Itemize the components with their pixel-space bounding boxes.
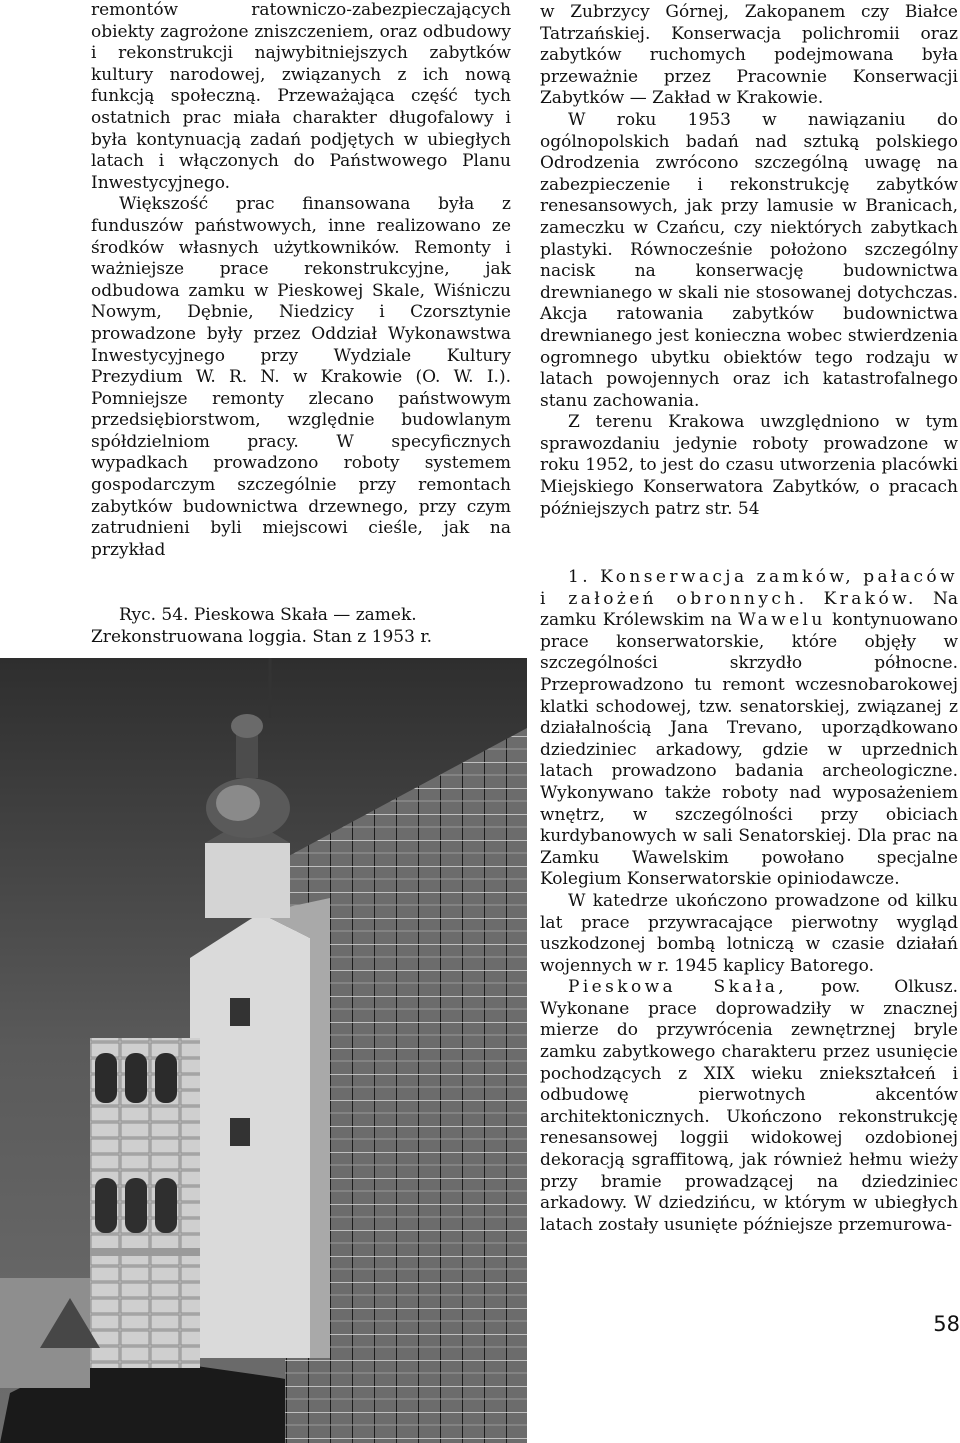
left-paragraph-1: remontów ratowniczo-zabezpieczających obiekty zagrożone zniszczeniem, oraz odbudowy i rekonstrukcji najwybitniejszych zabytków kultury narodowej, związanych z ich nową funkcją społeczną. Przeważająca część tych ostatnich prac miała charakter długofalowy i była kontynuacją zadań podjętych w ubiegłych latach i włączonych do Państwowego Planu Inwestycyjnego. [91, 0, 511, 193]
left-paragraph-2: Większość prac finansowana była z funduszów państwowych, inne realizowano ze środków własnych użytkowników. Remonty i ważniejsze prace rekonstrukcyjne, jak odbudowa zamku w Pieskowej Skale, Wiśniczu Nowym, Dębnie, Niedzicy i Czorsztynie prowadzone były przez Oddział Wykonawstwa Inwestycyjnego przy Wydziale Kultury Prezydium W. R. N. w Krakowie (O. W. I.). Pomniejsze remonty zlecano państwowym przedsiębiorstwom, względnie budowlanym spółdzielniom pracy. W specyficznych wypadkach prowadzono roboty systemem gospodarczym szczególnie przy remontach zabytków budownictwa drzewnego, przy czym zatrudnieni byli miejscowi cieśle, jak na przykład [91, 194, 511, 560]
castle-photo-illustration [0, 658, 527, 1443]
section-1-paragraph [540, 567, 958, 891]
right-paragraph-1: w Zubrzycy Górnej, Zakopanem czy Białce Tatrzańskiej. Konserwacja polichromii oraz zabytków ruchomych podejmowana była przeważnie przez Pracownie Konserwacji Zabytków — Zakład w Krakowie. [540, 2, 958, 109]
section-2-text: pow. Olkusz. Wykonane prace doprowadziły w znacznej mierze do przywrócenia zewnętrznej bryle zamku zabytkowego charakteru przez usunięcie pochodzących z XIX wieku zniekształceń i odbudowę pierwotnych akcentów architektonicznych. Ukończono rekonstrukcję renesansowej loggii widokowej ozdobionej dekoracją sgraffitową, jak również hełmu wieży przy bramie prowadzącej na dziedziniec arkadowy. W dziedzińcu, w którym w ubiegłych latach zostały usunięte późniejsze przemurowa- [540, 977, 959, 1235]
section-1-wawel: Wawelu [738, 610, 826, 631]
right-paragraph-3: Z terenu Krakowa uwzględniono w tym sprawozdaniu jedynie roboty prowadzone w roku 1952, to jest do czasu utworzenia placówki Miejskiego Konserwatora Zabytków, o pracach późniejszych patrz str. 54 [540, 412, 958, 519]
section-1-paragraph-2: W katedrze ukończono prowadzone od kilku lat prace przywracające pierwotny wygląd uszkodzonej bombą lotniczą w czasie działań wojennych w r. 1945 kaplicy Batorego. [540, 890, 958, 976]
section-2-place: Pieskowa Skała, [568, 977, 788, 998]
figure-caption [91, 605, 501, 648]
section-1-text-start: Na zamku Królewskim na [540, 588, 959, 631]
page-number: 58 [933, 1312, 960, 1336]
right-text-column-top [540, 2, 958, 520]
section-1-heading: 1. Konserwacja zamków, pałaców i założeń obronnych. [540, 567, 958, 609]
section-2-paragraph [540, 977, 958, 1236]
left-text-column [91, 0, 511, 561]
right-text-column-bottom [540, 567, 958, 1236]
section-1-place: Kraków. [823, 588, 917, 609]
right-paragraph-2: W roku 1953 w nawiązaniu do ogólnopolskich badań nad sztuką polskiego Odrodzenia zwrócono szczególną uwagę na zabezpieczenie i rekonstrukcję zabytków renesansowych, jak przy lamusie w Branicach, zameczku w Czańcu, czy niektórych zabytkach plastyki. Równocześnie położono szczególny nacisk na konserwację budownictwa drewnianego w skali nie stosowanej dotychczas. Akcja ratowania zabytków budownictwa drewnianego jest konieczna wobec stwierdzenia ogromnego ubytku obiektów tego rodzaju w latach powojennych oraz ich katastrofalnego stanu zachowania. [540, 109, 958, 411]
figure-caption-text: Ryc. 54. Pieskowa Skała — zamek. Zrekonstruowana loggia. Stan z 1953 r. [91, 605, 432, 647]
castle-photograph [0, 658, 527, 1443]
section-1-text-rest: kontynuowano prace konserwatorskie, które objęły w szczególności skrzydło północne. Przeprowadzono tu remont wczesnobarokowej klatki schodowej, tzw. senatorskiej, związanej z działalnością Jana Trevano, uporządkowano dziedziniec arkadowy, gdzie w uprzednich latach prowadzono badania archeologiczne. Wykonywano także roboty nad wyposażeniem wnętrz, w szczególności przy obiciach kurdybanowych w sali Senatorskiej. Dla prac na Zamku Wawelskim powołano specjalne Kolegium Konserwatorskie opiniodawcze. [540, 610, 959, 890]
